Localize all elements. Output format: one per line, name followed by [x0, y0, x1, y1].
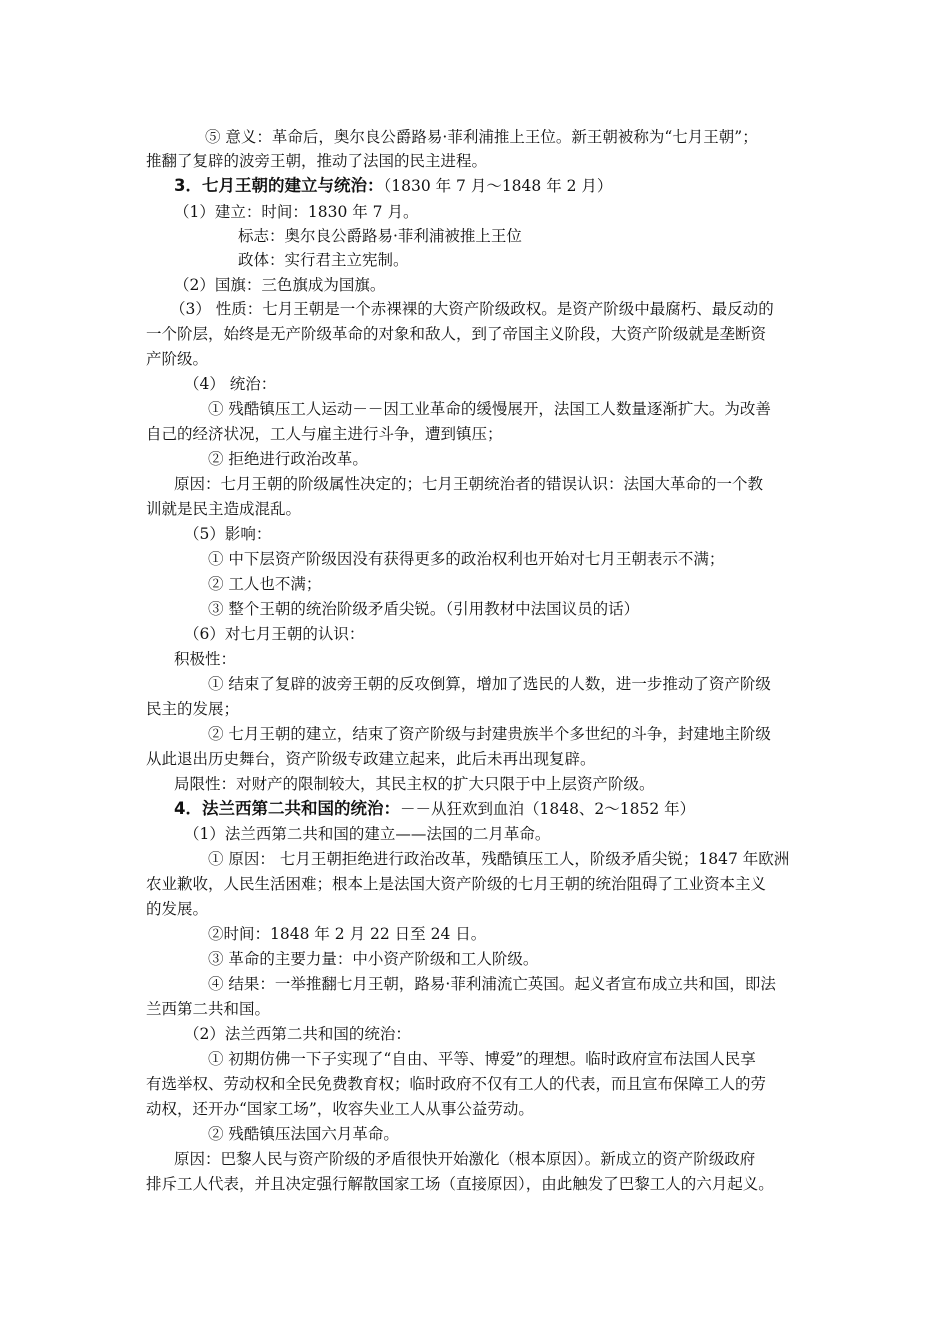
text-line: 动权，还开办“国家工场”，收容失业工人从事公益劳动。	[146, 1100, 534, 1118]
text-line: 产阶级。	[146, 350, 209, 368]
text-line: ① 残酷镇压工人运动－－因工业革命的缓慢展开，法国工人数量逐渐扩大。为改善	[208, 400, 771, 418]
text-line: （1）法兰西第二共和国的建立——法国的二月革命。	[184, 825, 551, 843]
text-line: 一个阶层，始终是无产阶级革命的对象和敌人，到了帝国主义阶段，大资产阶级就是垄断资	[146, 325, 767, 343]
section-heading	[174, 798, 695, 820]
text-line: 从此退出历史舞台，资产阶级专政建立起来，此后未再出现复辟。	[146, 750, 596, 768]
text-line: 局限性：对财产的限制较大，其民主权的扩大只限于中上层资产阶级。	[174, 775, 655, 793]
text-line: ① 中下层资产阶级因没有获得更多的政治权利也开始对七月王朝表示不满；	[208, 550, 725, 568]
text-line: （2）国旗：三色旗成为国旗。	[174, 276, 386, 294]
text-line: ② 七月王朝的建立，结束了资产阶级与封建贵族半个多世纪的斗争，封建地主阶级	[208, 725, 771, 743]
text-line: （6）对七月王朝的认识：	[184, 625, 365, 643]
text-line: 的发展。	[146, 900, 209, 918]
text-line: 原因：巴黎人民与资产阶级的矛盾很快开始激化（根本原因）。新成立的资产阶级政府	[174, 1150, 756, 1168]
text-line: ② 拒绝进行政治改革。	[208, 450, 368, 468]
text-line: 排斥工人代表，并且决定强行解散国家工场（直接原因），由此触发了巴黎工人的六月起义。	[146, 1175, 774, 1193]
text-line: ① 原因： 七月王朝拒绝进行政治改革，残酷镇压工人，阶级矛盾尖锐；1847 年欧洲	[208, 850, 790, 868]
text-line: ① 结束了复辟的波旁王朝的反攻倒算，增加了选民的人数，进一步推动了资产阶级	[208, 675, 771, 693]
text-line: （5）影响：	[184, 525, 272, 543]
text-line: ③ 革命的主要力量：中小资产阶级和工人阶级。	[208, 950, 539, 968]
text-line: 训就是民主造成混乱。	[146, 500, 302, 518]
text-line: 自己的经济状况，工人与雇主进行斗争，遭到镇压；	[146, 425, 503, 443]
text-line: 标志：奥尔良公爵路易·菲利浦被推上王位	[238, 227, 522, 245]
text-line: 兰西第二共和国。	[146, 1000, 271, 1018]
text-line: ① 初期仿佛一下子实现了“自由、平等、博爱”的理想。临时政府宣布法国人民享	[208, 1050, 756, 1068]
section-heading	[174, 175, 612, 197]
text-line: 积极性：	[174, 650, 237, 668]
text-line: ② 残酷镇压法国六月革命。	[208, 1125, 399, 1143]
section-heading-title: 4．法兰西第二共和国的统治：	[174, 799, 400, 818]
text-line: （3） 性质：七月王朝是一个赤裸裸的大资产阶级政权。是资产阶级中最腐朽、最反动的	[170, 300, 774, 318]
text-line: ④ 结果：一举推翻七月王朝，路易·菲利浦流亡英国。起义者宣布成立共和国，即法	[208, 975, 776, 993]
text-line: ② 工人也不满；	[208, 575, 322, 593]
text-line: 农业歉收，人民生活困难；根本上是法国大资产阶级的七月王朝的统治阻碍了工业资本主义	[146, 875, 767, 893]
text-line: 民主的发展；	[146, 700, 240, 718]
text-line: ②时间：1848 年 2 月 22 日至 24 日。	[208, 925, 487, 943]
text-line: 推翻了复辟的波旁王朝，推动了法国的民主进程。	[146, 152, 488, 170]
text-line: 有选举权、劳动权和全民免费教育权；临时政府不仅有工人的代表，而且宣布保障工人的劳	[146, 1075, 767, 1093]
section-heading-subtitle: －－从狂欢到血泊（1848、2～1852 年）	[399, 800, 696, 818]
section-heading-title: 3．七月王朝的建立与统治：	[174, 176, 384, 195]
text-line: 政体：实行君主立宪制。	[238, 251, 409, 269]
text-line: （4） 统治：	[184, 375, 277, 393]
text-line: （2）法兰西第二共和国的统治：	[184, 1025, 411, 1043]
text-line: 原因：七月王朝的阶级属性决定的；七月王朝统治者的错误认识：法国大革命的一个教	[174, 475, 764, 493]
text-line: ③ 整个王朝的统治阶级矛盾尖锐。（引用教材中法国议员的话）	[208, 600, 640, 618]
section-heading-dates: （1830 年 7 月～1848 年 2 月）	[383, 177, 613, 195]
text-line: （1）建立：时间：1830 年 7 月。	[174, 203, 419, 221]
text-line: ⑤ 意义：革命后，奥尔良公爵路易·菲利浦推上王位。新王朝被称为“七月王朝”；	[205, 128, 758, 146]
